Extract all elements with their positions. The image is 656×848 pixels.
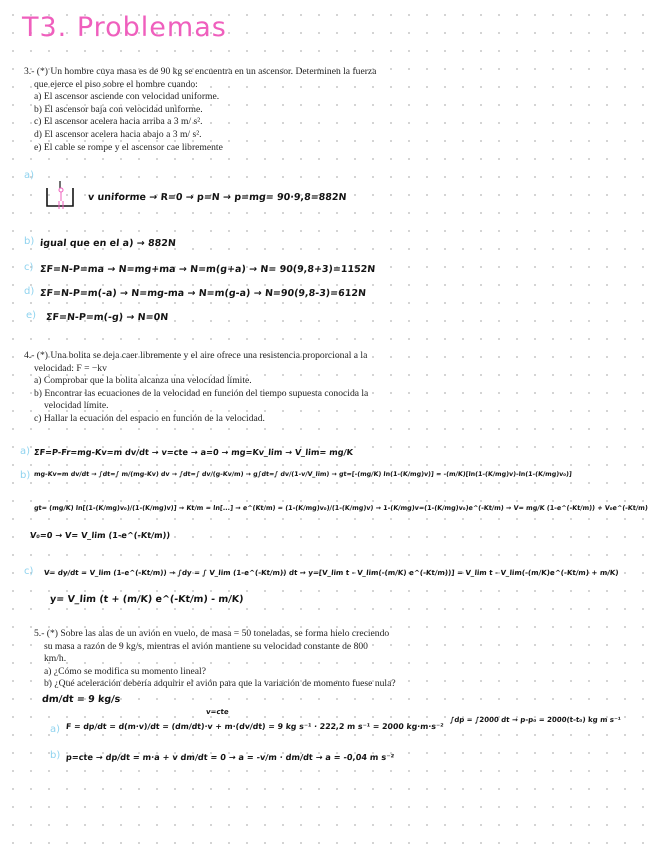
solution-4a: ΣF=P-Fr=mg-Kv=m dv/dt → v=cte → a=0 → mg=Kv_lim → V_lim= mg/K bbox=[33, 447, 354, 457]
problem-4-item-a: a) Comprobar que la bolita alcanza una velocidad límite. bbox=[34, 375, 252, 387]
solution-5b: p=cte → dp/dt = m·a + v dm/dt = 0 → a = -v/m · dm/dt → a = -0,04 m s⁻² bbox=[65, 752, 395, 762]
problem-4-item-c: c) Hallar la ecuación del espacio en función de la velocidad. bbox=[34, 412, 265, 424]
solution-4b-label: b) bbox=[20, 470, 31, 481]
solution-5a-label: a) bbox=[50, 724, 61, 735]
solution-3d-label: d) bbox=[24, 286, 35, 297]
problem-3-item-b: b) El ascensor baja con velocidad uniforme. bbox=[34, 103, 203, 115]
problem-4-line: velocidad: F = −kv bbox=[34, 362, 107, 374]
problem-3-statement bbox=[24, 66, 456, 154]
solution-3a: v uniforme → R=0 → p=N → p=mg= 90·9,8=882N bbox=[87, 192, 347, 203]
solution-3c-label: c) bbox=[24, 262, 34, 273]
solution-4c-line-1: V= dy/dt = V_lim (1-e^(-Kt/m)) → ∫dy = ∫ V_lim (1-e^(-Kt/m)) dt → y=[V_lim t - V_lim(-(m/K) e^(-Kt/m))] = V_lim t - V_lim(-(m/K)e^(-Kt/m) + m/K) bbox=[43, 568, 620, 577]
solution-4b-line-1: mg-Kv=m dv/dt → ∫dt=∫ m/(mg-Kv) dv → ∫dt=∫ dv/(g-Kv/m) → g∫dt=∫ dv/(1-v/V_lim) → gt=[-(mg/K) ln(1-(K/mg)v)] = -(m/K)[ln(1-(K/mg)v)-ln(1-(K/mg)v₀)] bbox=[33, 471, 573, 478]
solution-4b-line-2: gt= (mg/K) ln[(1-(K/mg)v₀)/(1-(K/mg)v)] → Kt/m = ln[...] → e^(Kt/m) = (1-(K/mg)v₀)/(1-(K/mg)v) → 1-(K/mg)v=(1-(K/mg)v₀)e^(-Kt/m) → V= mg/K (1-e^(-Kt/m)) + V₀e^(-Kt/m) bbox=[33, 504, 649, 512]
problem-4-line: 4.- (*) Una bolita se deja caer libremente y el aire ofrece una resistencia proporcional a la bbox=[24, 350, 368, 361]
problem-4-item-b: b) Encontrar las ecuaciones de la velocidad en función del tiempo supuesta conocida la bbox=[34, 387, 369, 399]
solution-3d: ΣF=N-P=m(-a) → N=mg-ma → N=m(g-a) → N=90(9,8-3)=612N bbox=[39, 288, 367, 299]
elevator-sketch bbox=[44, 180, 76, 210]
problem-4-statement bbox=[24, 350, 464, 426]
problem-5-statement bbox=[34, 628, 464, 691]
problem-5-item-b: b) ¿Qué aceleración debería adquirir el avión para que la variación de momento fuese nula? bbox=[44, 678, 396, 690]
solution-3e-label: e) bbox=[26, 310, 37, 321]
problem-5-line: su masa a razón de 9 kg/s, mientras el avión mantiene su velocidad constante de 800 bbox=[44, 640, 368, 652]
solution-4b-line-3: V₀=0 → V= V_lim (1-e^(-Kt/m)) bbox=[29, 530, 171, 540]
solution-5b-label: b) bbox=[50, 750, 61, 761]
solution-3e: ΣF=N-P=m(-g) → N=0N bbox=[45, 312, 169, 323]
solution-4c-line-2: y= V_lim (t + (m/K) e^(-Kt/m) - m/K) bbox=[49, 594, 244, 605]
solution-5-given: dm/dt = 9 kg/s bbox=[41, 694, 121, 705]
problem-5-line: km/h. bbox=[44, 653, 67, 665]
problem-3-item-a: a) El ascensor asciende con velocidad uniforme. bbox=[34, 91, 220, 103]
solution-5a-momentum: ∫dp = ∫2000 dt → p-p₀ = 2000(t-t₀) kg m s⁻¹ bbox=[449, 716, 622, 724]
solution-3b-label: b) bbox=[24, 236, 35, 247]
problem-3-item-d: d) El ascensor acelera hacia abajo a 3 m/ s². bbox=[34, 128, 202, 140]
solution-3c: ΣF=N-P=ma → N=mg+ma → N=m(g+a) → N= 90(9,8+3)=1152N bbox=[39, 264, 376, 275]
solution-5a: F = dp/dt = d(m·v)/dt = (dm/dt)·v + m·(dv/dt) = 9 kg s⁻¹ · 222,2 m s⁻¹ = 2000 kg·m·s⁻² bbox=[65, 722, 444, 731]
solution-4a-label: a) bbox=[20, 446, 31, 457]
problem-3-line: que ejerce el piso sobre el hombre cuando: bbox=[34, 78, 198, 90]
solution-3b: igual que en el a) → 882N bbox=[39, 238, 177, 249]
solution-4c-label: c) bbox=[24, 566, 34, 577]
problem-5-item-a: a) ¿Cómo se modifica su momento lineal? bbox=[44, 665, 206, 677]
solution-3a-label: a) bbox=[24, 170, 35, 181]
problem-3-item-c: c) El ascensor acelera hacia arriba a 3 m/ s². bbox=[34, 116, 203, 128]
problem-4-line: velocidad límite. bbox=[44, 400, 109, 412]
problem-3-item-e: e) El cable se rompe y el ascensor cae libremente bbox=[34, 141, 223, 153]
solution-5a-note: v=cte bbox=[205, 708, 230, 716]
problem-5-line: 5.- (*) Sobre las alas de un avión en vuelo, de masa = 50 toneladas, se forma hielo creciendo bbox=[34, 628, 390, 639]
problem-3-line: 3.- (*) Un hombre cuya masa es de 90 kg se encuentra en un ascensor. Determinen la fuerza bbox=[24, 66, 377, 77]
page-title: T3. Problemas bbox=[22, 12, 227, 43]
